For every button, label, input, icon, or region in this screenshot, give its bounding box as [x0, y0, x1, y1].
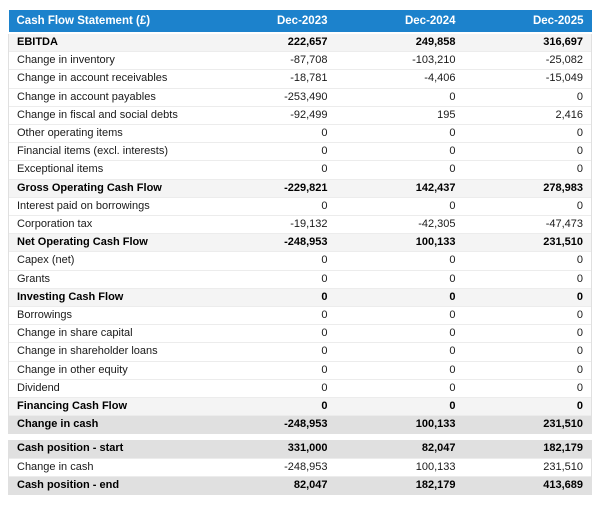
table-row [9, 361, 592, 379]
row-label: Change in cash [9, 458, 208, 476]
row-label: Change in fiscal and social debts [9, 106, 208, 124]
table-row [9, 270, 592, 288]
table-row [9, 70, 592, 88]
row-label: EBITDA [9, 33, 208, 52]
cell-value: 0 [464, 88, 592, 106]
cell-value: 0 [464, 143, 592, 161]
table-row [9, 252, 592, 270]
cell-value: 0 [208, 288, 336, 306]
cell-value: 2,416 [464, 106, 592, 124]
row-label: Interest paid on borrowings [9, 197, 208, 215]
row-label: Corporation tax [9, 216, 208, 234]
row-label: Change in share capital [9, 325, 208, 343]
cell-value: 0 [464, 288, 592, 306]
table-row [9, 440, 592, 458]
cell-value: -253,490 [208, 88, 336, 106]
cell-value: 0 [336, 143, 464, 161]
cell-value: 195 [336, 106, 464, 124]
table-title: Cash Flow Statement (£) [9, 10, 208, 33]
cell-value: 0 [336, 379, 464, 397]
table-row [9, 379, 592, 397]
cell-value: 231,510 [464, 234, 592, 252]
table-row [9, 416, 592, 434]
cell-value: 0 [464, 325, 592, 343]
cell-value: 0 [464, 343, 592, 361]
row-label: Change in shareholder loans [9, 343, 208, 361]
table-row [9, 161, 592, 179]
cell-value: 231,510 [464, 416, 592, 434]
cash-position-rows [9, 440, 592, 494]
column-header-dec-2025: Dec-2025 [464, 10, 592, 33]
cell-value: 0 [336, 161, 464, 179]
table-row [9, 88, 592, 106]
table-row [9, 325, 592, 343]
cell-value: 0 [336, 252, 464, 270]
cell-value: -15,049 [464, 70, 592, 88]
cell-value: -248,953 [208, 458, 336, 476]
table-row [9, 398, 592, 416]
row-label: Capex (net) [9, 252, 208, 270]
cell-value: 316,697 [464, 33, 592, 52]
table-row [9, 106, 592, 124]
cell-value: 142,437 [336, 179, 464, 197]
cell-value: -4,406 [336, 70, 464, 88]
cell-value: -248,953 [208, 234, 336, 252]
cell-value: -19,132 [208, 216, 336, 234]
row-label: Exceptional items [9, 161, 208, 179]
row-label: Cash position - end [9, 476, 208, 494]
column-header-dec-2024: Dec-2024 [336, 10, 464, 33]
cell-value: 100,133 [336, 458, 464, 476]
cell-value: 0 [208, 343, 336, 361]
cell-value: -18,781 [208, 70, 336, 88]
cell-value: 182,179 [336, 476, 464, 494]
cell-value: 0 [208, 197, 336, 215]
cell-value: 0 [208, 125, 336, 143]
cell-value: 0 [208, 270, 336, 288]
cell-value: -248,953 [208, 416, 336, 434]
row-label: Change in cash [9, 416, 208, 434]
cell-value: 0 [464, 197, 592, 215]
cell-value: 0 [208, 252, 336, 270]
table-row [9, 307, 592, 325]
cell-value: 0 [208, 325, 336, 343]
cell-value: 0 [208, 161, 336, 179]
cell-value: 222,657 [208, 33, 336, 52]
cell-value: 278,983 [464, 179, 592, 197]
cell-value: 0 [336, 361, 464, 379]
cell-value: 249,858 [336, 33, 464, 52]
cell-value: 413,689 [464, 476, 592, 494]
row-label: Net Operating Cash Flow [9, 234, 208, 252]
table-row [9, 52, 592, 70]
cell-value: 0 [464, 379, 592, 397]
cell-value: 0 [336, 197, 464, 215]
row-label: Change in account receivables [9, 70, 208, 88]
cell-value: 0 [464, 270, 592, 288]
row-label: Dividend [9, 379, 208, 397]
cash-position-table [8, 440, 592, 495]
cell-value: 182,179 [464, 440, 592, 458]
cell-value: 0 [336, 398, 464, 416]
row-label: Gross Operating Cash Flow [9, 179, 208, 197]
table-row [9, 234, 592, 252]
row-label: Grants [9, 270, 208, 288]
row-label: Financial items (excl. interests) [9, 143, 208, 161]
cell-value: 331,000 [208, 440, 336, 458]
cell-value: 0 [208, 398, 336, 416]
table-row [9, 343, 592, 361]
cell-value: 0 [336, 307, 464, 325]
cell-value: -47,473 [464, 216, 592, 234]
row-label: Borrowings [9, 307, 208, 325]
cell-value: 0 [208, 379, 336, 397]
cell-value: 0 [208, 307, 336, 325]
cell-value: 100,133 [336, 234, 464, 252]
row-label: Other operating items [9, 125, 208, 143]
cell-value: 0 [464, 398, 592, 416]
cell-value: 231,510 [464, 458, 592, 476]
cell-value: 82,047 [336, 440, 464, 458]
row-label: Change in other equity [9, 361, 208, 379]
table-header-row [9, 10, 592, 33]
table-row [9, 125, 592, 143]
table-row [9, 216, 592, 234]
cell-value: 0 [336, 343, 464, 361]
cell-value: -92,499 [208, 106, 336, 124]
table-row [9, 143, 592, 161]
row-label: Change in account payables [9, 88, 208, 106]
row-label: Financing Cash Flow [9, 398, 208, 416]
cell-value: -25,082 [464, 52, 592, 70]
cash-flow-statement [8, 10, 591, 495]
table-row [9, 179, 592, 197]
cell-value: 0 [336, 88, 464, 106]
cell-value: -103,210 [336, 52, 464, 70]
cell-value: -87,708 [208, 52, 336, 70]
table-row [9, 197, 592, 215]
row-label: Change in inventory [9, 52, 208, 70]
column-header-dec-2023: Dec-2023 [208, 10, 336, 33]
cell-value: 0 [336, 270, 464, 288]
cell-value: 0 [208, 361, 336, 379]
table-row [9, 476, 592, 494]
cell-value: -229,821 [208, 179, 336, 197]
row-label: Investing Cash Flow [9, 288, 208, 306]
cell-value: 0 [336, 325, 464, 343]
cell-value: -42,305 [336, 216, 464, 234]
cell-value: 0 [464, 252, 592, 270]
cell-value: 0 [464, 125, 592, 143]
row-label: Cash position - start [9, 440, 208, 458]
main-rows [9, 33, 592, 434]
cell-value: 82,047 [208, 476, 336, 494]
cell-value: 0 [464, 307, 592, 325]
table-row [9, 288, 592, 306]
cell-value: 0 [464, 361, 592, 379]
cell-value: 0 [336, 288, 464, 306]
cell-value: 0 [464, 161, 592, 179]
cell-value: 100,133 [336, 416, 464, 434]
cell-value: 0 [208, 143, 336, 161]
cell-value: 0 [336, 125, 464, 143]
table-row [9, 33, 592, 52]
table-row [9, 458, 592, 476]
cash-flow-table [8, 10, 592, 434]
